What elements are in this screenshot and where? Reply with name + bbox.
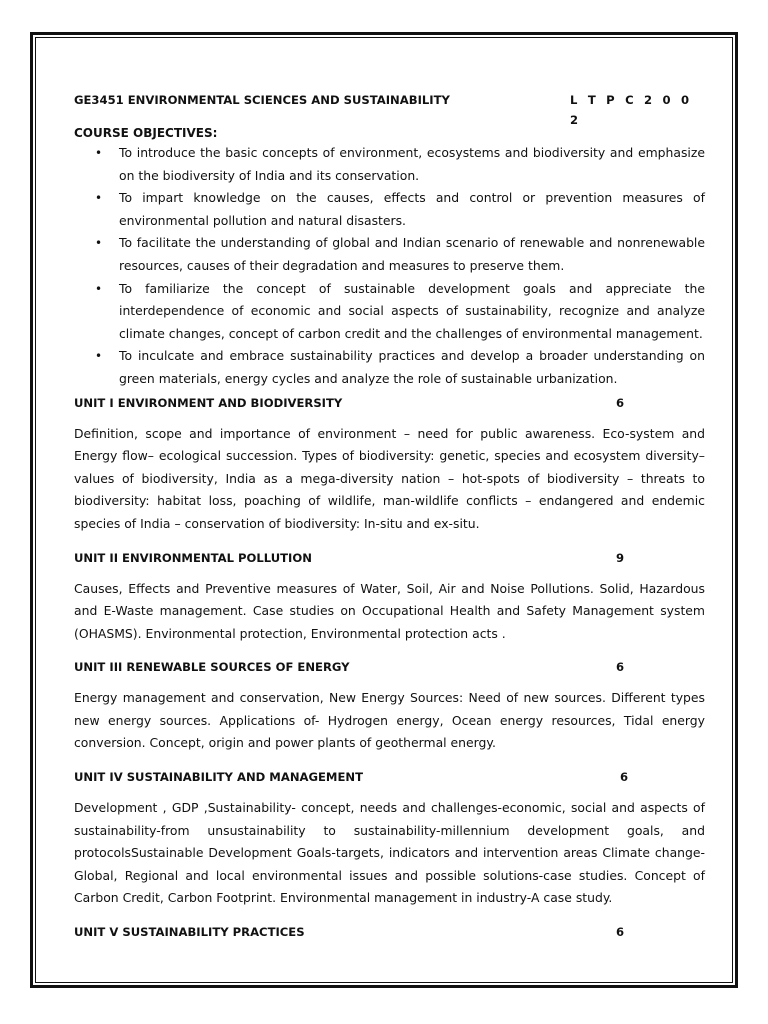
unit-hours: 6 [616, 660, 625, 675]
unit-title: UNIT II ENVIRONMENTAL POLLUTION [74, 550, 312, 565]
unit-title: UNIT IV SUSTAINABILITY AND MANAGEMENT [74, 770, 363, 785]
objectives-title: COURSE OBJECTIVES: [74, 126, 218, 140]
unit-title: UNIT I ENVIRONMENT AND BIODIVERSITY [74, 395, 343, 410]
unit-description: Definition, scope and importance of environment – need for public awareness. Eco-system and Energy flow– ecological succession. Types of biodiversity: genetic, species and ecosystem diversity– values of biodiversity, India as a mega-diversity nation – hot-spots of biodiversity – threats to biodiversity: habitat loss, poaching of wildlife, man-wildlife conflicts – endangered and endemic species of India – conservation of biodiversity: In-situ and ex-situ. [74, 425, 705, 531]
unit-hours: 6 [620, 770, 629, 785]
syllabus-content [74, 90, 705, 942]
objective-item: • To facilitate the understanding of global and Indian scenario of renewable and nonrenewable resources, causes of their degradation and measures to preserve them. [119, 232, 705, 277]
unit-heading [74, 767, 705, 787]
objective-item: • To familiarize the concept of sustainable development goals and appreciate the interdependence of economic and social aspects of sustainability, recognize and analyze climate changes, concept of carbon credit and the challenges of environmental management. [119, 278, 705, 346]
unit-description: Energy management and conservation, New Energy Sources: Need of new sources. Different types new energy sources. Applications of- Hydrogen energy, Ocean energy resources, Tidal energy conversion. Concept, origin and power plants of geothermal energy. [74, 690, 705, 751]
unit-heading [74, 657, 705, 677]
unit-heading [74, 393, 705, 413]
objective-item: • To introduce the basic concepts of environment, ecosystems and biodiversity and emphasize on the biodiversity of India and its conservation. [119, 142, 705, 187]
unit-title: UNIT III RENEWABLE SOURCES OF ENERGY [74, 660, 350, 675]
objectives-list [74, 142, 705, 391]
unit-heading [74, 922, 705, 942]
objective-item: • To inculcate and embrace sustainability practices and develop a broader understanding on green materials, energy cycles and analyze the role of sustainable urbanization. [119, 345, 705, 390]
unit-hours: 6 [616, 925, 625, 940]
course-title: GE3451 ENVIRONMENTAL SCIENCES AND SUSTAINABILITY [74, 93, 450, 107]
unit-hours: 6 [616, 395, 625, 410]
unit-title: UNIT V SUSTAINABILITY PRACTICES [74, 925, 305, 940]
unit-description: Development , GDP ,Sustainability- concept, needs and challenges-economic, social and aspects of sustainability-from unsustainability to sustainability-millennium development goals, and protocolsSustainable Development Goals-targets, indicators and intervention areas Climate change- Global, Regional and local environmental issues and possible solutions-case studies. Concept of Carbon Credit, Carbon Footprint. Environmental management in industry-A case study. [74, 800, 705, 906]
unit-hours: 9 [616, 550, 625, 565]
ltpc-credits: L T P C 2 0 0 2 [570, 93, 693, 127]
unit-heading [74, 548, 705, 568]
course-header [74, 90, 705, 127]
objective-item: • To impart knowledge on the causes, effects and control or prevention measures of environmental pollution and natural disasters. [119, 187, 705, 232]
unit-description: Causes, Effects and Preventive measures of Water, Soil, Air and Noise Pollutions. Solid, Hazardous and E-Waste management. Case studies on Occupational Health and Safety Management system (OHASMS). Environmental protection, Environmental protection acts . [74, 580, 705, 641]
